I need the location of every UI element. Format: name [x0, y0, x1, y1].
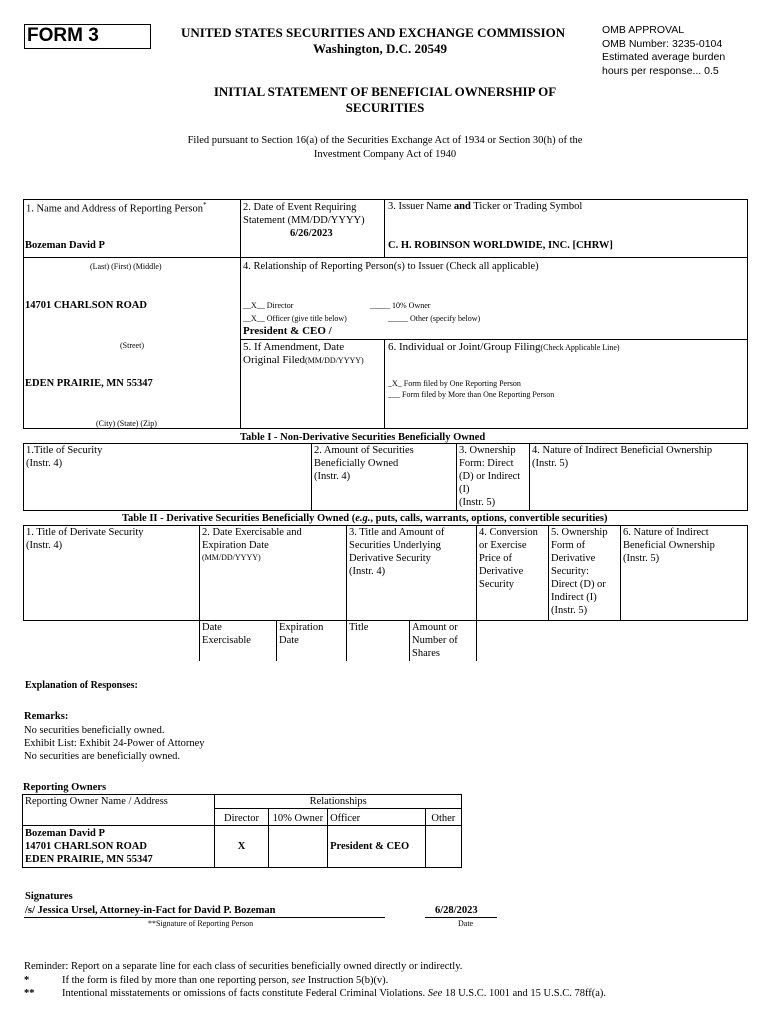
- t2-col1-line1: 1. Title of Derivate Security: [26, 527, 144, 538]
- filed-pursuant-line1: Filed pursuant to Section 16(a) of the Securities Exchange Act of 1934 or Section 30(h) of the: [187, 135, 583, 146]
- sig-caption-mark: **: [148, 919, 156, 928]
- table2-divider: [620, 525, 621, 621]
- ro-col-director: Director: [215, 809, 268, 826]
- signature-caption: [148, 919, 253, 928]
- filed-pursuant: [110, 134, 660, 162]
- ro-col-officer: Officer: [328, 809, 426, 826]
- ro-col-name: Reporting Owner Name / Address: [23, 795, 215, 826]
- ro-other-value: [425, 826, 461, 868]
- remarks-line2: Exhibit List: Exhibit 24-Power of Attorney: [24, 738, 205, 749]
- table1-divider: [311, 443, 312, 511]
- t2-col5-line4: Security:: [551, 566, 589, 577]
- omb-title: OMB APPROVAL: [602, 24, 685, 36]
- remarks-line3: No securities are beneficially owned.: [24, 751, 180, 762]
- grid-divider: [384, 199, 385, 257]
- director-check: __X__ Director: [243, 301, 294, 310]
- footnote1: [62, 975, 388, 986]
- reporting-info-grid: [23, 199, 748, 429]
- box2-label-line2: Statement (MM/DD/YYYY): [243, 215, 365, 226]
- t2-col4-line5: Security: [479, 579, 514, 590]
- table-row: [23, 826, 462, 868]
- t2-col4-line2: or Exercise: [479, 540, 527, 551]
- t2-col6-line3: (Instr. 5): [623, 553, 660, 564]
- table2-title-pre: Table II - Derivative Securities Beneficially Owned (: [122, 513, 356, 524]
- reporting-person-city: EDEN PRAIRIE, MN 55347: [25, 378, 153, 389]
- table2-divider: [548, 525, 549, 621]
- ro-col-ten-pct: 10% Owner: [268, 809, 327, 826]
- sub-date-exercisable: [202, 621, 251, 647]
- table2-divider: [199, 525, 200, 621]
- t1-col2-line1: 2. Amount of Securities: [314, 445, 414, 456]
- omb-number: OMB Number: 3235-0104: [602, 37, 723, 50]
- ro-officer-value: President & CEO: [328, 826, 426, 868]
- sub-expiration-date: [279, 621, 323, 647]
- grid-divider: [384, 339, 385, 429]
- ro-ten-pct-value: [268, 826, 327, 868]
- t2-col5-line7: (Instr. 5): [551, 605, 588, 616]
- ro-owner-street: 14701 CHARLSON ROAD: [25, 841, 147, 852]
- omb-burden-line1: Estimated average burden: [602, 51, 726, 63]
- ro-owner-address: [23, 826, 215, 868]
- subheader-divider: [476, 621, 477, 661]
- box2-label-line1: 2. Date of Event Requiring: [243, 202, 357, 213]
- box6-label-small: (Check Applicable Line): [540, 343, 620, 352]
- form-title-line2: SECURITIES: [345, 100, 425, 115]
- filing-option-more: ___ Form filed by More than One Reporting Person: [388, 390, 555, 399]
- box5-label-line1: 5. If Amendment, Date: [243, 341, 345, 353]
- t1-col1-line1: 1.Title of Security: [26, 445, 103, 456]
- t2-col3-line2: Securities Underlying: [349, 540, 441, 551]
- signatures-heading: Signatures: [25, 891, 73, 902]
- box5-label-line2: Original Filed: [243, 354, 306, 366]
- footnote1-post: Instruction 5(b)(v).: [305, 975, 389, 986]
- t2-col5-line2: Form of: [551, 540, 586, 551]
- signature-underline: [24, 917, 385, 918]
- filing-option-one: _X_ Form filed by One Reporting Person: [388, 379, 521, 388]
- t2-col3-line3: Derivative Security: [349, 553, 431, 564]
- form-title-line1: INITIAL STATEMENT OF BENEFICIAL OWNERSHIP OF: [213, 84, 557, 99]
- sub-date-exercisable-line1: Date: [202, 622, 222, 633]
- t1-col3-header: [459, 444, 520, 509]
- box5-label: [243, 341, 364, 367]
- table2-title-eg: e.g.: [355, 513, 371, 524]
- reporting-person-street: 14701 CHARLSON ROAD: [25, 300, 147, 311]
- name-caption: (Last) (First) (Middle): [90, 262, 162, 271]
- box4-label: 4. Relationship of Reporting Person(s) to Issuer (Check all applicable): [243, 261, 539, 272]
- t1-col2-line2: Beneficially Owned: [314, 458, 399, 469]
- ro-col-relationships: Relationships: [215, 795, 462, 809]
- ro-director-value: X: [215, 826, 268, 868]
- subheader-divider: [409, 621, 410, 661]
- box6-label: [388, 341, 620, 353]
- sub-amount-line2: Number of: [412, 635, 458, 646]
- sub-expiration-date-line1: Expiration: [279, 622, 324, 633]
- ro-header-row: [23, 795, 462, 809]
- footnote2-pre: Intentional misstatements or omissions of facts constitute Federal Criminal Violations.: [62, 988, 428, 999]
- t2-col5-line3: Derivative: [551, 553, 596, 564]
- t2-col4-header: [479, 526, 538, 591]
- t1-col1-line2: (Instr. 4): [26, 458, 63, 469]
- ten-pct-owner-check: _____ 10% Owner: [370, 301, 431, 310]
- ro-owner-name: Bozeman David P: [25, 828, 105, 839]
- grid-divider: [240, 199, 241, 429]
- reporting-owners-heading: Reporting Owners: [23, 782, 107, 793]
- reporting-person-name: Bozeman David P: [25, 240, 105, 251]
- sub-amount-shares: [412, 621, 458, 660]
- t1-col1-header: [26, 444, 102, 470]
- ro-col-other: Other: [425, 809, 461, 826]
- t2-col6-header: [623, 526, 715, 565]
- table2-divider: [476, 525, 477, 621]
- subheader-divider: [346, 621, 347, 661]
- t1-col3-line1: 3. Ownership: [459, 445, 516, 456]
- t2-col4-line1: 4. Conversion: [479, 527, 538, 538]
- t2-col5-line5: Direct (D) or: [551, 579, 606, 590]
- t2-col2-line1: 2. Date Exercisable and: [202, 527, 302, 538]
- box5-label-small: (MM/DD/YYYY): [305, 356, 364, 365]
- explanation-heading: Explanation of Responses:: [25, 680, 138, 691]
- ro-owner-city: EDEN PRAIRIE, MN 55347: [25, 854, 153, 865]
- t2-col2-line2: Expiration Date: [202, 540, 269, 551]
- t2-col4-line3: Price of: [479, 553, 512, 564]
- table2-title: [122, 513, 608, 524]
- t1-col4-line2: (Instr. 5): [532, 458, 569, 469]
- t1-col4-line1: 4. Nature of Indirect Beneficial Ownership: [532, 445, 713, 456]
- t1-col3-line3: (D) or Indirect: [459, 471, 521, 482]
- footnote2-post: 18 U.S.C. 1001 and 15 U.S.C. 78ff(a).: [442, 988, 607, 999]
- t1-col3-line4: (I): [459, 484, 470, 495]
- other-check: _____ Other (specify below): [388, 314, 481, 323]
- agency-location: Washington, D.C. 20549: [313, 41, 447, 56]
- t2-col3-line4: (Instr. 4): [349, 566, 386, 577]
- form-label: FORM 3: [27, 25, 99, 46]
- grid-divider: [241, 339, 748, 340]
- t2-col5-line1: 5. Ownership: [551, 527, 608, 538]
- t2-col4-line4: Derivative: [479, 566, 524, 577]
- agency-name: UNITED STATES SECURITIES AND EXCHANGE COMMISSION: [181, 25, 566, 40]
- t1-col4-header: [532, 444, 712, 470]
- t2-col5-header: [551, 526, 608, 617]
- footnote2-see: See: [427, 988, 443, 999]
- box1-label: [26, 201, 207, 215]
- signer: /s/ Jessica Ursel, Attorney-in-Fact for David P. Bozeman: [25, 905, 276, 916]
- t1-col2-line3: (Instr. 4): [314, 471, 351, 482]
- t2-col6-line1: 6. Nature of Indirect: [623, 527, 709, 538]
- t1-col3-line5: (Instr. 5): [459, 497, 496, 508]
- officer-title: President & CEO /: [243, 325, 332, 337]
- table1-divider: [529, 443, 530, 511]
- subheader-divider: [199, 621, 200, 661]
- sub-title-text: Title: [349, 622, 369, 633]
- remarks-heading: Remarks:: [24, 711, 69, 722]
- remarks-line1: No securities beneficially owned.: [24, 725, 165, 736]
- sub-amount-line1: Amount or: [412, 622, 458, 633]
- table1-title: Table I - Non-Derivative Securities Beneficially Owned: [240, 432, 486, 443]
- box1-label-text: 1. Name and Address of Reporting Person: [26, 203, 204, 215]
- remarks-body: [24, 724, 205, 763]
- reporting-owners-table: [22, 794, 462, 868]
- table2-title-post: , puts, calls, warrants, options, convertible securities): [370, 513, 608, 524]
- t2-col1-header: [26, 526, 144, 552]
- t2-col2-line3: (MM/DD/YYYY): [202, 553, 261, 562]
- filed-pursuant-line2: Investment Company Act of 1940: [313, 149, 457, 160]
- date-caption: Date: [458, 919, 474, 928]
- issuer-name: C. H. ROBINSON WORLDWIDE, INC. [CHRW]: [388, 240, 613, 251]
- t2-col5-line6: Indirect (I): [551, 592, 597, 603]
- footnote1-see: see: [291, 975, 306, 986]
- t2-col3-header: [349, 526, 444, 578]
- subheader-divider: [276, 621, 277, 661]
- grid-divider: [23, 257, 748, 258]
- box3-label: [388, 201, 582, 212]
- box2-label: [243, 201, 365, 227]
- sub-title: [349, 621, 368, 634]
- t1-col2-header: [314, 444, 414, 483]
- footnote2-mark: **: [24, 988, 35, 999]
- table2-divider: [346, 525, 347, 621]
- box1-label-mark: *: [203, 201, 207, 209]
- box3-label-pre: 3. Issuer Name: [388, 201, 454, 212]
- omb-approval: [602, 24, 725, 78]
- sig-caption-text: Signature of Reporting Person: [156, 919, 254, 928]
- street-caption: (Street): [120, 341, 144, 350]
- t2-col2-header: [202, 526, 302, 563]
- t2-col6-line2: Beneficial Ownership: [623, 540, 715, 551]
- officer-check: __X__ Officer (give title below): [243, 314, 347, 323]
- form-title: [170, 84, 600, 116]
- footnote1-pre: If the form is filed by more than one reporting person,: [62, 975, 292, 986]
- footnote1-mark: *: [24, 975, 30, 986]
- sub-amount-line3: Shares: [412, 648, 440, 659]
- box3-label-and: and: [453, 201, 471, 212]
- city-caption: (City) (State) (Zip): [96, 419, 157, 428]
- reminder: Reminder: Report on a separate line for each class of securities beneficially owned directly or indirectly.: [24, 961, 463, 972]
- t2-col1-line2: (Instr. 4): [26, 540, 63, 551]
- date-underline: [425, 917, 497, 918]
- table1-divider: [456, 443, 457, 511]
- event-date: 6/26/2023: [290, 228, 333, 239]
- box3-label-post: Ticker or Trading Symbol: [470, 201, 583, 212]
- sub-expiration-date-line2: Date: [279, 635, 299, 646]
- t2-col3-line1: 3. Title and Amount of: [349, 527, 445, 538]
- omb-burden-line2: hours per response... 0.5: [602, 64, 719, 77]
- footnote2: [62, 988, 606, 999]
- t1-col3-line2: Form: Direct: [459, 458, 514, 469]
- box6-label-text: 6. Individual or Joint/Group Filing: [388, 341, 541, 353]
- signature-date: 6/28/2023: [435, 905, 478, 916]
- sub-date-exercisable-line2: Exercisable: [202, 635, 251, 646]
